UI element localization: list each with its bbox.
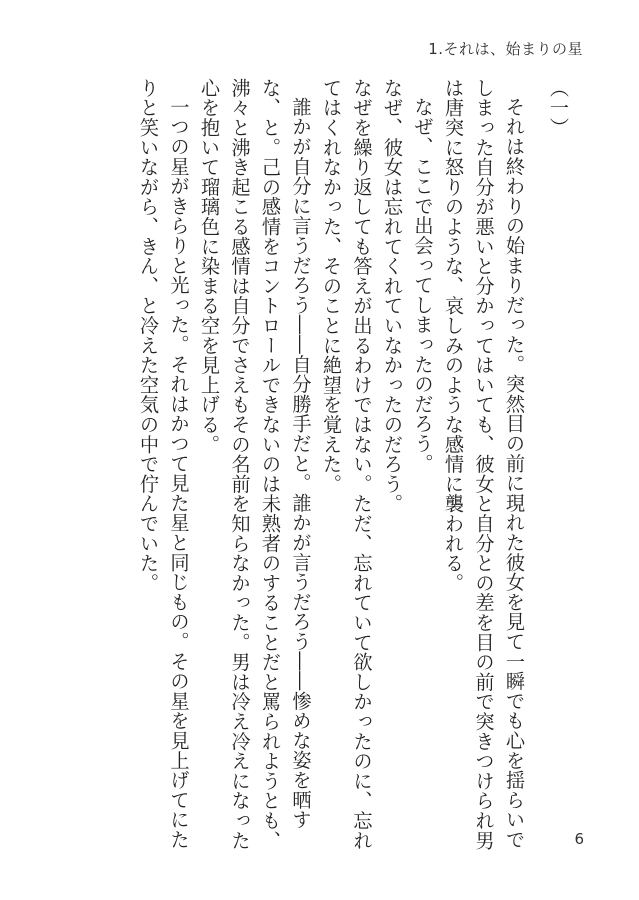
- paragraph: なぜ、ここで出会ってしまったのだろう。: [411, 97, 435, 474]
- page-number: 6: [574, 830, 584, 848]
- paragraph: なぜを繰り返しても答えが出るわけではない。ただ、忘れていて欲しかったのに、忘れてはくれなかった、そのことに絶望を覚えた。: [320, 78, 374, 851]
- paragraph: なぜ、彼女は忘れてくれていなかったのだろう。: [381, 78, 404, 514]
- section-number: （一）: [547, 78, 570, 138]
- paragraph: それは終わりの始まりだった。突然目の前に現れた彼女を見て一瞬でも心を揺らいでしまった自分が悪いと分かってはいても、彼女と自分との差を目の前で突きつけられ男は唐突に怒りのような、哀しみのような感情に襲われる。: [442, 78, 526, 851]
- body-text: [133, 78, 530, 858]
- paragraph: 一つの星がきらりと光った。それはかつて見た星と同じもの。その星を見上げてにたりと笑いながら、きん、と冷えた空気の中で佇んでいた。: [137, 78, 191, 850]
- chapter-running-header: 1.それは、始まりの星: [428, 40, 583, 58]
- paragraph: 誰かが自分に言うだろう――自分勝手だと。誰かが言うだろう――惨めな姿を晒すな、と。己の感情をコントロールできないのは未熟者のすることだと罵られようとも、沸々と沸き起こる感情は自分でさえもその名前を知らなかった。男は冷え冷えになった心を抱いて瑠璃色に染まる空を見上げる。: [198, 78, 313, 851]
